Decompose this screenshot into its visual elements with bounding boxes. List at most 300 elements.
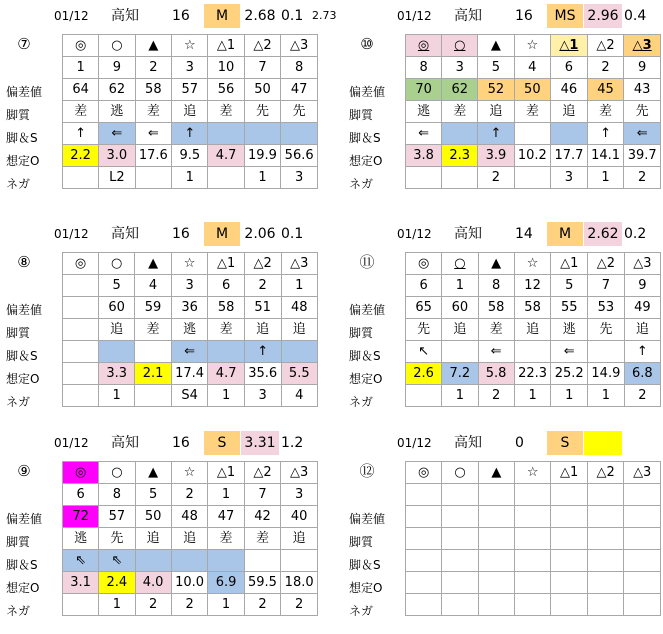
grid-row <box>406 297 661 319</box>
mark-cell: ☆ <box>514 35 551 57</box>
grid-cell: ↖ <box>406 341 442 363</box>
row-label: 想定O <box>6 372 40 386</box>
race-rank-badge: S <box>547 431 583 455</box>
mark-cell: ◎ <box>63 253 99 275</box>
grid-cell: 2.3 <box>442 145 478 167</box>
grid-cell: 先 <box>588 319 625 341</box>
grid-cell: 1 <box>99 594 135 616</box>
row-label: ネガ <box>349 604 374 618</box>
race-panel <box>6 222 318 422</box>
mark-cell: ☆ <box>171 462 208 484</box>
grid-row <box>63 462 318 484</box>
row-label: 脚＆S <box>349 349 381 363</box>
mark-cell: △1 <box>208 253 244 275</box>
grid-cell <box>514 341 551 363</box>
grid-row <box>63 572 318 594</box>
runner-count: 14 <box>515 226 533 242</box>
grid-row <box>63 341 318 363</box>
runner-count: 16 <box>172 8 190 24</box>
grid-cell: ↑ <box>244 341 281 363</box>
grid-cell <box>624 594 661 616</box>
grid-cell: 65 <box>406 297 442 319</box>
mark-cell: ○ <box>99 253 135 275</box>
mark-cell: △2 <box>244 35 281 57</box>
grid-cell: 差 <box>208 319 244 341</box>
race-venue: 高知 <box>111 226 139 242</box>
race-date: 01/12 <box>54 9 89 23</box>
grid-cell: 2 <box>244 594 281 616</box>
grid-cell: 3 <box>244 385 281 407</box>
grid-cell: 先 <box>281 101 318 123</box>
grid-cell: 1 <box>442 385 478 407</box>
race-date: 01/12 <box>54 227 89 241</box>
race-diff: 0.1 <box>281 8 304 24</box>
grid-cell: 18.0 <box>281 572 318 594</box>
mark-cell: △1 <box>208 462 244 484</box>
mark-cell: △2 <box>588 253 625 275</box>
grid-cell <box>406 167 442 189</box>
row-label: 脚＆S <box>349 131 381 145</box>
grid-cell: 12 <box>514 275 551 297</box>
grid-cell: ⇐ <box>171 341 208 363</box>
mark-cell <box>442 253 478 275</box>
highlighted-mark: △1 <box>559 38 579 53</box>
mark-cell: ○ <box>99 462 135 484</box>
grid-cell: 39.7 <box>624 145 661 167</box>
race-panel <box>349 4 661 204</box>
grid-cell: 8 <box>281 57 318 79</box>
grid-cell: 5 <box>551 275 588 297</box>
grid-cell <box>514 123 551 145</box>
grid-row <box>406 550 661 572</box>
race-number: ⑦ <box>17 35 31 53</box>
grid-cell <box>442 484 478 506</box>
grid-row <box>406 363 661 385</box>
mark-cell: △3 <box>281 35 318 57</box>
grid-cell: 50 <box>244 79 281 101</box>
grid-cell: 1 <box>208 594 244 616</box>
grid-cell: 2 <box>478 385 514 407</box>
row-label: 偏差値 <box>349 85 386 99</box>
race-number: ⑨ <box>17 462 31 480</box>
grid-cell: ⇖ <box>63 550 99 572</box>
grid-cell: 10.2 <box>514 145 551 167</box>
grid-row <box>63 79 318 101</box>
grid-cell: ⇐ <box>551 341 588 363</box>
grid-cell: 差 <box>135 319 171 341</box>
race-header <box>6 222 306 246</box>
grid-cell <box>244 550 281 572</box>
grid-cell: 59 <box>135 297 171 319</box>
grid-cell <box>587 594 624 616</box>
row-label: 偏差値 <box>6 512 43 526</box>
grid-cell: 52 <box>478 79 514 101</box>
row-label: 想定O <box>349 581 383 595</box>
grid-cell: 6 <box>406 275 442 297</box>
grid-cell: S4 <box>171 385 208 407</box>
race-header <box>349 431 649 455</box>
prediction-grid <box>62 461 318 616</box>
runner-count: 0 <box>515 435 524 451</box>
race-diff: 0.1 <box>281 226 304 242</box>
grid-cell: 6.9 <box>208 572 244 594</box>
grid-cell: 49 <box>624 297 660 319</box>
grid-cell: 追 <box>442 319 478 341</box>
grid-cell: 3.3 <box>99 363 135 385</box>
grid-cell: 逃 <box>406 101 442 123</box>
mark-cell: △3 <box>624 462 661 484</box>
grid-cell: 40 <box>281 506 318 528</box>
grid-cell <box>442 123 478 145</box>
grid-cell: 14.9 <box>588 363 625 385</box>
grid-row <box>406 484 661 506</box>
mark-cell: ▲ <box>478 462 514 484</box>
grid-row <box>63 363 318 385</box>
row-label: 脚質 <box>6 535 31 549</box>
grid-cell: 差 <box>208 101 244 123</box>
grid-row <box>63 123 318 145</box>
grid-cell: ⇐ <box>99 123 135 145</box>
grid-row <box>406 385 661 407</box>
race-score <box>584 431 622 455</box>
grid-cell <box>624 572 661 594</box>
grid-cell: 4 <box>514 57 551 79</box>
grid-cell: 9 <box>624 57 661 79</box>
row-label: 脚質 <box>349 326 374 340</box>
runner-count: 16 <box>172 226 190 242</box>
grid-cell: 17.7 <box>551 145 588 167</box>
grid-cell: 1 <box>281 275 317 297</box>
grid-cell: 1 <box>514 385 551 407</box>
race-rank-badge: S <box>204 431 240 455</box>
grid-cell: 47 <box>281 79 318 101</box>
grid-row <box>63 101 318 123</box>
grid-cell: 4 <box>135 275 171 297</box>
grid-cell <box>281 123 318 145</box>
grid-cell: 7 <box>244 57 281 79</box>
grid-cell <box>624 550 661 572</box>
grid-cell: ⇐ <box>478 341 514 363</box>
grid-cell: L2 <box>99 167 135 189</box>
race-venue: 高知 <box>454 435 482 451</box>
grid-cell <box>478 528 514 550</box>
mark-cell: ○ <box>99 35 135 57</box>
grid-cell: 追 <box>281 319 317 341</box>
grid-cell <box>63 385 99 407</box>
grid-cell: 6.8 <box>624 363 660 385</box>
grid-row <box>406 253 661 275</box>
grid-row <box>63 385 318 407</box>
grid-cell <box>587 572 624 594</box>
grid-row <box>406 79 661 101</box>
race-number: ⑫ <box>359 462 375 480</box>
grid-cell <box>63 319 99 341</box>
grid-row <box>63 297 318 319</box>
mark-cell: ☆ <box>172 35 208 57</box>
grid-row <box>406 572 661 594</box>
grid-cell: 3.1 <box>63 572 99 594</box>
race-header <box>6 431 306 455</box>
prediction-grid <box>62 252 318 407</box>
grid-cell: 4.0 <box>135 572 171 594</box>
row-label: 想定O <box>349 372 383 386</box>
row-label: ネガ <box>6 177 31 191</box>
mark-cell: ▲ <box>478 35 514 57</box>
grid-cell: 3 <box>281 484 318 506</box>
grid-cell <box>587 528 624 550</box>
race-rank-badge: M <box>204 4 240 28</box>
grid-cell: 追 <box>478 101 514 123</box>
grid-cell: 64 <box>63 79 99 101</box>
grid-cell: 2 <box>171 594 208 616</box>
mark-cell: △3 <box>624 253 660 275</box>
grid-cell: 1 <box>551 385 588 407</box>
mark-cell: ☆ <box>171 253 208 275</box>
grid-cell <box>442 506 478 528</box>
grid-cell: 2 <box>587 57 624 79</box>
grid-cell <box>63 363 99 385</box>
grid-cell <box>406 528 442 550</box>
grid-cell <box>624 506 661 528</box>
grid-cell: ↑ <box>624 341 660 363</box>
grid-cell: 57 <box>99 506 135 528</box>
mark-cell: △2 <box>244 462 281 484</box>
grid-cell <box>515 594 551 616</box>
grid-cell <box>515 572 551 594</box>
runner-count: 16 <box>515 8 533 24</box>
grid-row <box>406 145 661 167</box>
grid-cell: 追 <box>172 101 208 123</box>
grid-cell: 43 <box>624 79 661 101</box>
mark-cell: ◎ <box>63 462 99 484</box>
grid-row <box>63 57 318 79</box>
prediction-grid <box>405 34 661 189</box>
grid-cell: 35.6 <box>244 363 281 385</box>
grid-cell: 56 <box>208 79 244 101</box>
grid-cell <box>208 550 244 572</box>
grid-cell <box>551 550 588 572</box>
grid-cell: 17.4 <box>171 363 208 385</box>
grid-cell <box>478 506 514 528</box>
grid-cell <box>551 594 588 616</box>
race-panel <box>6 431 318 631</box>
grid-cell: 51 <box>244 297 281 319</box>
grid-cell <box>135 550 171 572</box>
grid-cell: 逃 <box>551 319 588 341</box>
grid-cell <box>587 550 624 572</box>
race-panel <box>349 431 661 631</box>
mark-cell: ☆ <box>515 462 551 484</box>
grid-cell: 62 <box>99 79 135 101</box>
grid-cell <box>63 275 99 297</box>
race-date: 01/12 <box>54 436 89 450</box>
grid-cell: 62 <box>442 79 478 101</box>
grid-cell <box>406 572 442 594</box>
grid-cell: 3 <box>172 57 208 79</box>
grid-cell <box>551 528 588 550</box>
prediction-grid <box>62 34 318 189</box>
grid-cell: 42 <box>244 506 281 528</box>
grid-cell <box>514 167 551 189</box>
row-label: 脚＆S <box>6 349 38 363</box>
grid-cell <box>624 484 661 506</box>
grid-cell <box>406 594 442 616</box>
grid-cell: 2.6 <box>406 363 442 385</box>
grid-cell: 2 <box>624 167 661 189</box>
grid-row <box>63 253 318 275</box>
row-label: 想定O <box>349 154 383 168</box>
mark-cell: ◎ <box>406 253 442 275</box>
grid-cell: 8 <box>99 484 135 506</box>
grid-cell: 46 <box>551 79 588 101</box>
mark-cell <box>442 35 478 57</box>
grid-cell: 2 <box>624 385 660 407</box>
grid-cell: 14.1 <box>587 145 624 167</box>
grid-cell <box>442 341 478 363</box>
grid-row <box>406 167 661 189</box>
grid-cell: 70 <box>406 79 442 101</box>
mark-cell <box>624 35 661 57</box>
grid-cell: 先 <box>244 101 281 123</box>
race-venue: 高知 <box>454 226 482 242</box>
mark-cell: ▲ <box>135 462 171 484</box>
grid-cell <box>515 550 551 572</box>
grid-cell: ⇐ <box>624 123 661 145</box>
grid-cell: 1 <box>63 57 99 79</box>
grid-cell: 逃 <box>63 528 99 550</box>
runner-count: 16 <box>172 435 190 451</box>
grid-cell: 2 <box>135 57 172 79</box>
grid-cell: 差 <box>587 101 624 123</box>
grid-cell: 1 <box>244 167 281 189</box>
grid-cell: ↑ <box>587 123 624 145</box>
grid-cell <box>406 484 442 506</box>
race-venue: 高知 <box>111 8 139 24</box>
row-label: 偏差値 <box>6 303 43 317</box>
mark-cell: ▲ <box>135 35 172 57</box>
grid-cell: 差 <box>208 528 244 550</box>
grid-cell: 2 <box>281 594 318 616</box>
race-rank-badge: M <box>547 222 583 246</box>
grid-cell: 差 <box>514 101 551 123</box>
mark-cell: ▲ <box>478 253 514 275</box>
grid-cell: 5 <box>135 484 171 506</box>
row-label: 想定O <box>6 581 40 595</box>
grid-cell: 57 <box>172 79 208 101</box>
grid-cell: 5 <box>99 275 135 297</box>
grid-cell: 2 <box>478 167 514 189</box>
mark-cell: ☆ <box>514 253 551 275</box>
grid-cell: 8 <box>406 57 442 79</box>
grid-cell <box>442 550 478 572</box>
grid-cell: ⇐ <box>135 123 172 145</box>
grid-cell: 10.0 <box>171 572 208 594</box>
grid-row <box>406 35 661 57</box>
grid-cell: 差 <box>478 319 514 341</box>
grid-cell <box>406 385 442 407</box>
row-label: ネガ <box>6 604 31 618</box>
grid-cell: 59.5 <box>244 572 281 594</box>
mark-cell: △3 <box>281 462 318 484</box>
race-diff: 0.2 <box>624 226 647 242</box>
row-label: 脚質 <box>349 108 374 122</box>
grid-cell: 差 <box>63 101 99 123</box>
grid-cell: 48 <box>171 506 208 528</box>
grid-row <box>406 101 661 123</box>
grid-cell: 追 <box>135 528 171 550</box>
grid-cell <box>63 297 99 319</box>
grid-cell <box>515 484 551 506</box>
row-label: 偏差値 <box>349 303 386 317</box>
grid-cell: 追 <box>514 319 551 341</box>
grid-cell: 1 <box>588 385 625 407</box>
grid-cell: 1 <box>99 385 135 407</box>
grid-cell: 5.8 <box>478 363 514 385</box>
grid-cell: 6 <box>551 57 588 79</box>
grid-cell <box>478 572 514 594</box>
grid-row <box>406 462 661 484</box>
grid-cell: 5 <box>478 57 514 79</box>
prediction-grid <box>405 252 661 407</box>
grid-cell: 58 <box>478 297 514 319</box>
grid-cell: 25.2 <box>551 363 588 385</box>
row-label: 偏差値 <box>6 85 43 99</box>
grid-cell <box>135 385 171 407</box>
grid-row <box>406 57 661 79</box>
race-score: 2.68 <box>244 8 276 24</box>
grid-cell <box>587 484 624 506</box>
grid-row <box>406 341 661 363</box>
mark-cell: △1 <box>208 35 244 57</box>
grid-cell: 逃 <box>171 319 208 341</box>
grid-cell <box>63 167 99 189</box>
row-label: 偏差値 <box>349 512 386 526</box>
grid-cell: 36 <box>171 297 208 319</box>
grid-cell: 追 <box>99 319 135 341</box>
grid-cell: 58 <box>135 79 172 101</box>
grid-cell: 3 <box>551 167 588 189</box>
grid-cell: 2 <box>171 484 208 506</box>
grid-cell <box>171 550 208 572</box>
grid-row <box>406 506 661 528</box>
grid-cell <box>587 506 624 528</box>
mark-cell: ○ <box>442 462 478 484</box>
mark-cell: △3 <box>281 253 317 275</box>
grid-cell: 60 <box>442 297 478 319</box>
grid-cell: 1 <box>208 385 244 407</box>
grid-cell: 3.9 <box>478 145 514 167</box>
grid-cell <box>442 528 478 550</box>
grid-cell: 4 <box>281 385 317 407</box>
grid-cell <box>551 123 588 145</box>
grid-cell <box>478 594 514 616</box>
grid-cell: 先 <box>406 319 442 341</box>
grid-row <box>63 275 318 297</box>
grid-cell: 差 <box>442 101 478 123</box>
race-score: 2.62 <box>584 222 622 246</box>
grid-cell: 2.2 <box>63 145 99 167</box>
highlighted-mark: ○ <box>454 38 466 53</box>
grid-cell: 10 <box>208 57 244 79</box>
race-date: 01/12 <box>397 9 432 23</box>
grid-cell: 7.2 <box>442 363 478 385</box>
grid-cell: 4.7 <box>208 363 244 385</box>
grid-cell <box>63 341 99 363</box>
mark-cell: △2 <box>244 253 281 275</box>
grid-cell: 1 <box>587 167 624 189</box>
grid-cell: 60 <box>99 297 135 319</box>
race-header <box>349 4 649 28</box>
